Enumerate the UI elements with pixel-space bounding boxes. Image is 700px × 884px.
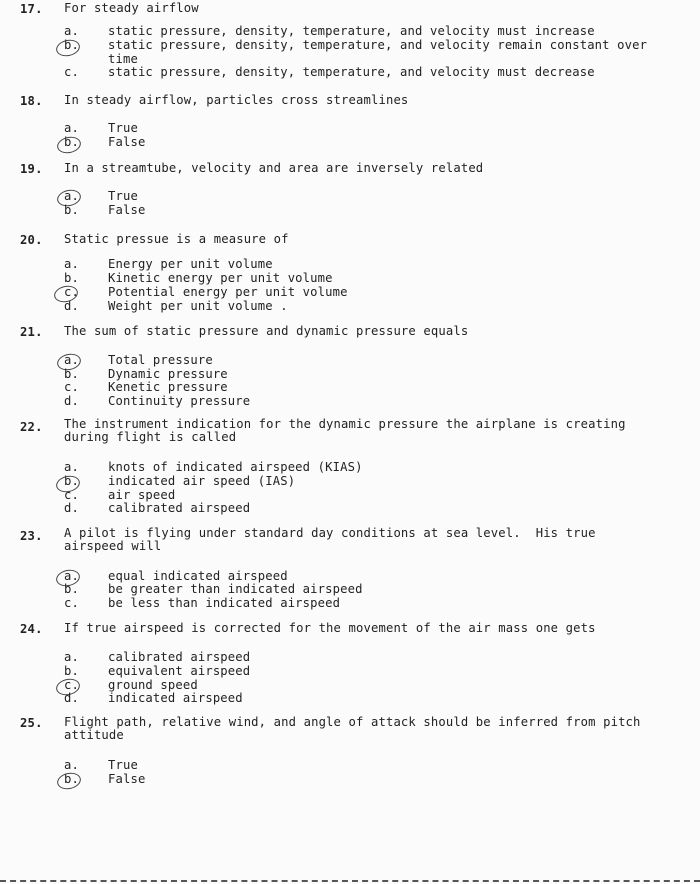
question-number: 18. — [20, 94, 43, 108]
option-text: Kenetic pressure — [108, 380, 228, 394]
option-text: Total pressure — [108, 353, 213, 367]
option-text: False — [108, 135, 146, 149]
question-text: If true airspeed is corrected for the movement of the air mass one gets — [64, 621, 596, 635]
option-text: indicated air speed (IAS) — [108, 474, 296, 488]
question-text: A pilot is flying under standard day conditions at sea level. His true airspeed will — [64, 526, 604, 553]
option-letter: a. — [64, 121, 79, 135]
option-letter: c. — [64, 285, 79, 299]
option-text: False — [108, 203, 146, 217]
option-letter: b. — [64, 271, 79, 285]
option-text: calibrated airspeed — [108, 501, 251, 515]
option-text: ground speed — [108, 678, 198, 692]
question-number: 23. — [20, 529, 43, 543]
option-letter: a. — [64, 257, 79, 271]
option-letter: b. — [64, 664, 79, 678]
option-letter: b. — [64, 38, 79, 52]
option-letter: a. — [64, 650, 79, 664]
option-text: static pressure, density, temperature, and velocity must decrease — [108, 65, 595, 79]
option-text: equivalent airspeed — [108, 664, 251, 678]
question-text: Static pressue is a measure of — [64, 232, 289, 246]
option-text: knots of indicated airspeed (KIAS) — [108, 460, 363, 474]
option-letter: a. — [64, 758, 79, 772]
question-number: 22. — [20, 420, 43, 434]
question-number: 17. — [20, 2, 43, 16]
option-letter: c. — [64, 488, 79, 502]
option-letter: a. — [64, 353, 79, 367]
option-letter: b. — [64, 367, 79, 381]
option-text: Dynamic pressure — [108, 367, 228, 381]
option-letter: b. — [64, 582, 79, 596]
option-letter: c. — [64, 380, 79, 394]
option-letter: c. — [64, 65, 79, 79]
option-letter: a. — [64, 189, 79, 203]
option-text: be greater than indicated airspeed — [108, 582, 363, 596]
page-bottom-edge — [0, 880, 700, 882]
option-letter: b. — [64, 203, 79, 217]
option-text: static pressure, density, temperature, and velocity remain constant over time — [108, 38, 655, 66]
option-text: be less than indicated airspeed — [108, 596, 341, 610]
option-letter: d. — [64, 501, 79, 515]
option-letter: c. — [64, 596, 79, 610]
option-text: Potential energy per unit volume — [108, 285, 348, 299]
option-letter: b. — [64, 474, 79, 488]
option-text: Continuity pressure — [108, 394, 251, 408]
question-number: 24. — [20, 622, 43, 636]
question-text: In a streamtube, velocity and area are inversely related — [64, 161, 484, 175]
question-text: Flight path, relative wind, and angle of attack should be inferred from pitch attitude — [64, 715, 649, 742]
question-text: The instrument indication for the dynamic pressure the airplane is creating during flight is called — [64, 417, 634, 444]
option-text: static pressure, density, temperature, and velocity must increase — [108, 24, 595, 38]
option-text: Weight per unit volume . — [108, 299, 288, 313]
option-text: True — [108, 758, 138, 772]
option-letter: d. — [64, 691, 79, 705]
option-text: True — [108, 121, 138, 135]
option-letter: b. — [64, 135, 79, 149]
option-text: equal indicated airspeed — [108, 569, 288, 583]
option-text: indicated airspeed — [108, 691, 243, 705]
option-letter: c. — [64, 678, 79, 692]
question-number: 21. — [20, 325, 43, 339]
question-text: In steady airflow, particles cross streamlines — [64, 93, 409, 107]
question-number: 19. — [20, 162, 43, 176]
option-text: False — [108, 772, 146, 786]
option-letter: d. — [64, 394, 79, 408]
option-text: True — [108, 189, 138, 203]
question-text: The sum of static pressure and dynamic pressure equals — [64, 324, 469, 338]
option-letter: b. — [64, 772, 79, 786]
option-text: air speed — [108, 488, 176, 502]
option-text: Kinetic energy per unit volume — [108, 271, 333, 285]
option-letter: d. — [64, 299, 79, 313]
option-text: calibrated airspeed — [108, 650, 251, 664]
option-letter: a. — [64, 460, 79, 474]
option-letter: a. — [64, 569, 79, 583]
option-letter: a. — [64, 24, 79, 38]
question-text: For steady airflow — [64, 1, 199, 15]
option-text: Energy per unit volume — [108, 257, 273, 271]
question-number: 20. — [20, 233, 43, 247]
question-number: 25. — [20, 716, 43, 730]
